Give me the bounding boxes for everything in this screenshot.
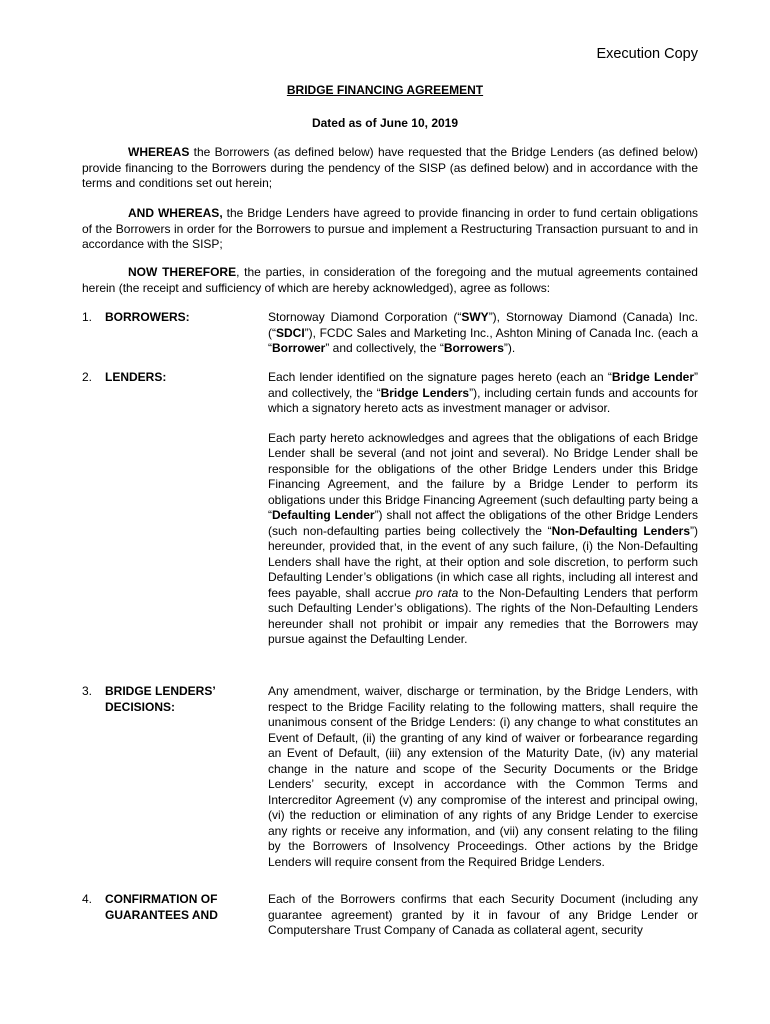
text-run: ”), including certain funds and accounts for which a signatory hereto acts as investment manager or advisor.	[268, 385, 699, 415]
defined-term: Bridge Lenders	[380, 385, 470, 400]
section-body	[268, 310, 698, 371]
whereas-paragraph	[82, 145, 698, 192]
and-whereas-lead: AND WHEREAS,	[128, 206, 223, 220]
section-number: 1.	[82, 310, 93, 324]
now-therefore-paragraph	[82, 265, 698, 296]
text-run: ”), FCDC Sales and Marketing Inc., Ashton Mining of Canada Inc. (each a “	[268, 325, 698, 355]
confirmation-paragraph: Each of the Borrowers confirms that each Security Document (including any guarantee agreement) granted by it in favour of any Bridge Lender or Computershare Trust Company of Canada as collateral agent, security	[268, 892, 698, 937]
text-run: ” and collectively, the “	[325, 341, 444, 355]
several-obligations-paragraph	[268, 431, 698, 648]
whereas-text: the Borrowers (as defined below) have requested that the Bridge Lenders (as defined below) provide financing to the Borrowers during the pendency of the SISP (as defined below) and in accordance with the terms and conditions set out herein;	[82, 145, 698, 190]
text-run: Stornoway Diamond Corporation (“	[268, 310, 462, 324]
now-therefore-lead: NOW THEREFORE	[128, 265, 237, 279]
text-run: ”).	[503, 341, 516, 355]
text-run: ” and collectively, the “	[268, 370, 698, 400]
text-run: Each party hereto acknowledges and agrees that the obligations of each Bridge Lender shall be several (and not joint and several). No Bridge Lender shall be responsible for the obligations of the other Bridge Lenders under this Bridge Financing Agreement, and the failure by a Bridge Lender to perform its obligations under this Bridge Financing Agreement (such defaulting party being a “	[268, 430, 698, 522]
document-title: BRIDGE FINANCING AGREEMENT	[286, 83, 484, 97]
section-heading: BORROWERS:	[105, 310, 190, 324]
section-number: 4.	[82, 892, 93, 906]
section-heading: BRIDGE LENDERS’ DECISIONS:	[105, 684, 216, 714]
defined-term: Borrower	[272, 341, 326, 355]
text-run: ”) hereunder, provided that, in the event of any such failure, (i) the Non-Defaulting Lenders shall have the right, at their option and sole discretion, to perform such Defaulting Lender’s obligations (in which case all rights, including all interest and fees payable, shall accrue	[268, 523, 698, 600]
defined-term: Defaulting Lender	[272, 508, 375, 522]
dated-line: Dated as of June 10, 2019	[311, 116, 459, 130]
defined-term: SWY	[461, 310, 489, 324]
defined-term: Borrowers	[443, 341, 504, 355]
section-number: 2.	[82, 370, 93, 384]
defined-term: Bridge Lender	[611, 370, 694, 384]
text-run: ”) shall not affect the obligations of the other Bridge Lenders (such non-defaulting parties being collectively the “	[268, 508, 698, 538]
decisions-paragraph: Any amendment, waiver, discharge or termination, by the Bridge Lenders, with respect to the Bridge Facility relating to the following matters, shall require the unanimous consent of the Bridge Lenders: (i) any change to what constitutes an Event of Default, (ii) the granting of any kind of waiver or forbearance regarding an Event of Default, (iii) any extension of the Maturity Date, (iv) any material change in the nature and scope of the Security Documents or the Bridge Lenders’ security, except in accordance with the Common Terms and Intercreditor Agreement (v) any compromise of the interest and principal owing, (vi) the reduction or elimination of any rights of any Bridge Lender to exercise any rights or receive any information, and (vii) any consent relating to the filing by the Borrowers of Insolvency Proceedings. Other actions by the Bridge Lenders will require consent from the Required Bridge Lenders.	[268, 684, 698, 869]
section-heading: CONFIRMATION OF GUARANTEES AND	[105, 892, 218, 922]
defined-term: Non-Defaulting Lenders	[551, 523, 690, 538]
and-whereas-paragraph	[82, 206, 698, 253]
now-therefore-text: , the parties, in consideration of the foregoing and the mutual agreements contained herein (the receipt and sufficiency of which are hereby acknowledged), agree as follows:	[82, 265, 698, 295]
whereas-lead: WHEREAS	[128, 145, 190, 159]
text-run: ”), Stornoway Diamond (Canada) Inc. (“	[268, 310, 698, 340]
italic-term: pro rata	[415, 585, 459, 600]
lenders-paragraph	[268, 370, 698, 417]
borrowers-paragraph	[268, 310, 698, 357]
text-run: to the Non-Defaulting Lenders that perform such Defaulting Lender’s obligations). The rights of the Non-Defaulting Lenders hereunder shall not prohibit or impair any remedies that the Borrowers may pursue against the Defaulting Lender.	[268, 585, 698, 646]
section-heading: LENDERS:	[105, 370, 167, 384]
text-run: Each lender identified on the signature pages hereto (each an “	[268, 370, 612, 384]
and-whereas-text: the Bridge Lenders have agreed to provide financing in order to fund certain obligations of the Borrowers in order for the Borrowers to pursue and implement a Restructuring Transaction pursuant to and in accordance with the SISP;	[82, 206, 698, 251]
section-number: 3.	[82, 684, 93, 698]
execution-copy-label: Execution Copy	[596, 46, 698, 62]
section-body	[268, 370, 698, 662]
section-body	[268, 892, 698, 953]
defined-term: SDCI	[276, 325, 305, 340]
section-body	[268, 684, 698, 884]
